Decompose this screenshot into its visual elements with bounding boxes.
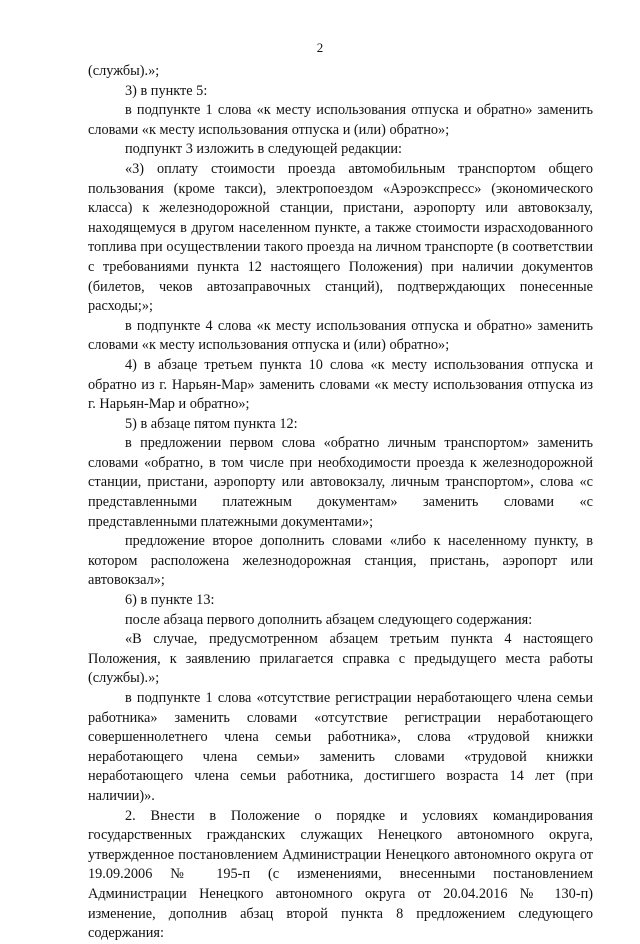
paragraph: в предложении первом слова «обратно личным транспортом» заменить словами «обратно, в том числе при необходимости проезда к железнодорожной станции, пристани, аэропорту или автовокзалу, личным транспортом», слова «с представленными платежным документам» заменить словами «с представленными платежными документами»; (88, 435, 593, 530)
paragraph: 5) в абзаце пятом пункта 12: (125, 415, 298, 432)
paragraph: 4) в абзаце третьем пункта 10 слова «к месту использования отпуска и обратно из г. Нарьян-Мар» заменить словами «к месту использования отпуска из г. Нарьян-Мар и обратно»; (88, 356, 593, 413)
paragraph: в подпункте 1 слова «к месту использования отпуска и обратно» заменить словами «к месту использования отпуска и (или) обратно»; (88, 102, 593, 138)
paragraph: (службы).»; (88, 63, 160, 79)
paragraph: в подпункте 1 слова «отсутствие регистрации неработающего члена семьи работника» заменить словами «отсутствие регистрации неработающего совершеннолетнего члена семьи работника», слова «трудовой книжки неработающего члена семьи» заменить словами «трудовой книжки неработающего члена семьи работника, достигшего возраста 14 лет (при наличии)». (88, 690, 593, 804)
page-number: 2 (316, 40, 324, 55)
paragraph: 3) в пункте 5: (125, 82, 208, 99)
document-body (88, 62, 593, 944)
paragraph: подпункт 3 изложить в следующей редакции: (125, 141, 402, 158)
paragraph: после абзаца первого дополнить абзацем следующего содержания: (125, 611, 533, 628)
paragraph: в подпункте 4 слова «к месту использования отпуска и обратно» заменить словами «к месту использования отпуска и (или) обратно»; (88, 317, 593, 354)
paragraph: 2. Внести в Положение о порядке и условиях командирования государственных гражданских служащих Ненецкого автономного округа, утвержденное постановлением Администрации Ненецкого автономного округа от 19.09.2006 № 195-п (с изменениями, внесенными постановлением Администрации Ненецкого автономного округа от 20.04.2016 № 130-п) изменение, дополнив абзац второй пункта 8 предложением следующего содержания: (88, 807, 593, 942)
paragraph: «В случае, предусмотренном абзацем третьим пункта 4 настоящего Положения, к заявлению прилагается справка с предыдущего места работы (службы).»; (88, 631, 593, 687)
paragraph: «3) оплату стоимости проезда автомобильным транспортом общего пользования (кроме такси), электропоездом «Аэроэкспресс» (экономического класса) к железнодорожной станции, пристани, аэропорту или автовокзалу, находящемуся в другом населенном пункте, а также стоимости израсходованного топлива при осуществлении такого проезда на личном транспорте (в соответствии с требованиями пункта 12 настоящего Положения) при наличии документов (билетов, чеков автозаправочных станций), подтверждающих понесенные расходы;»; (88, 160, 593, 315)
paragraph: 6) в пункте 13: (125, 592, 215, 609)
paragraph: предложение второе дополнить словами «либо к населенному пункту, в котором расположена железнодорожная станция, пристань, аэропорт или автовокзал»; (88, 533, 593, 589)
